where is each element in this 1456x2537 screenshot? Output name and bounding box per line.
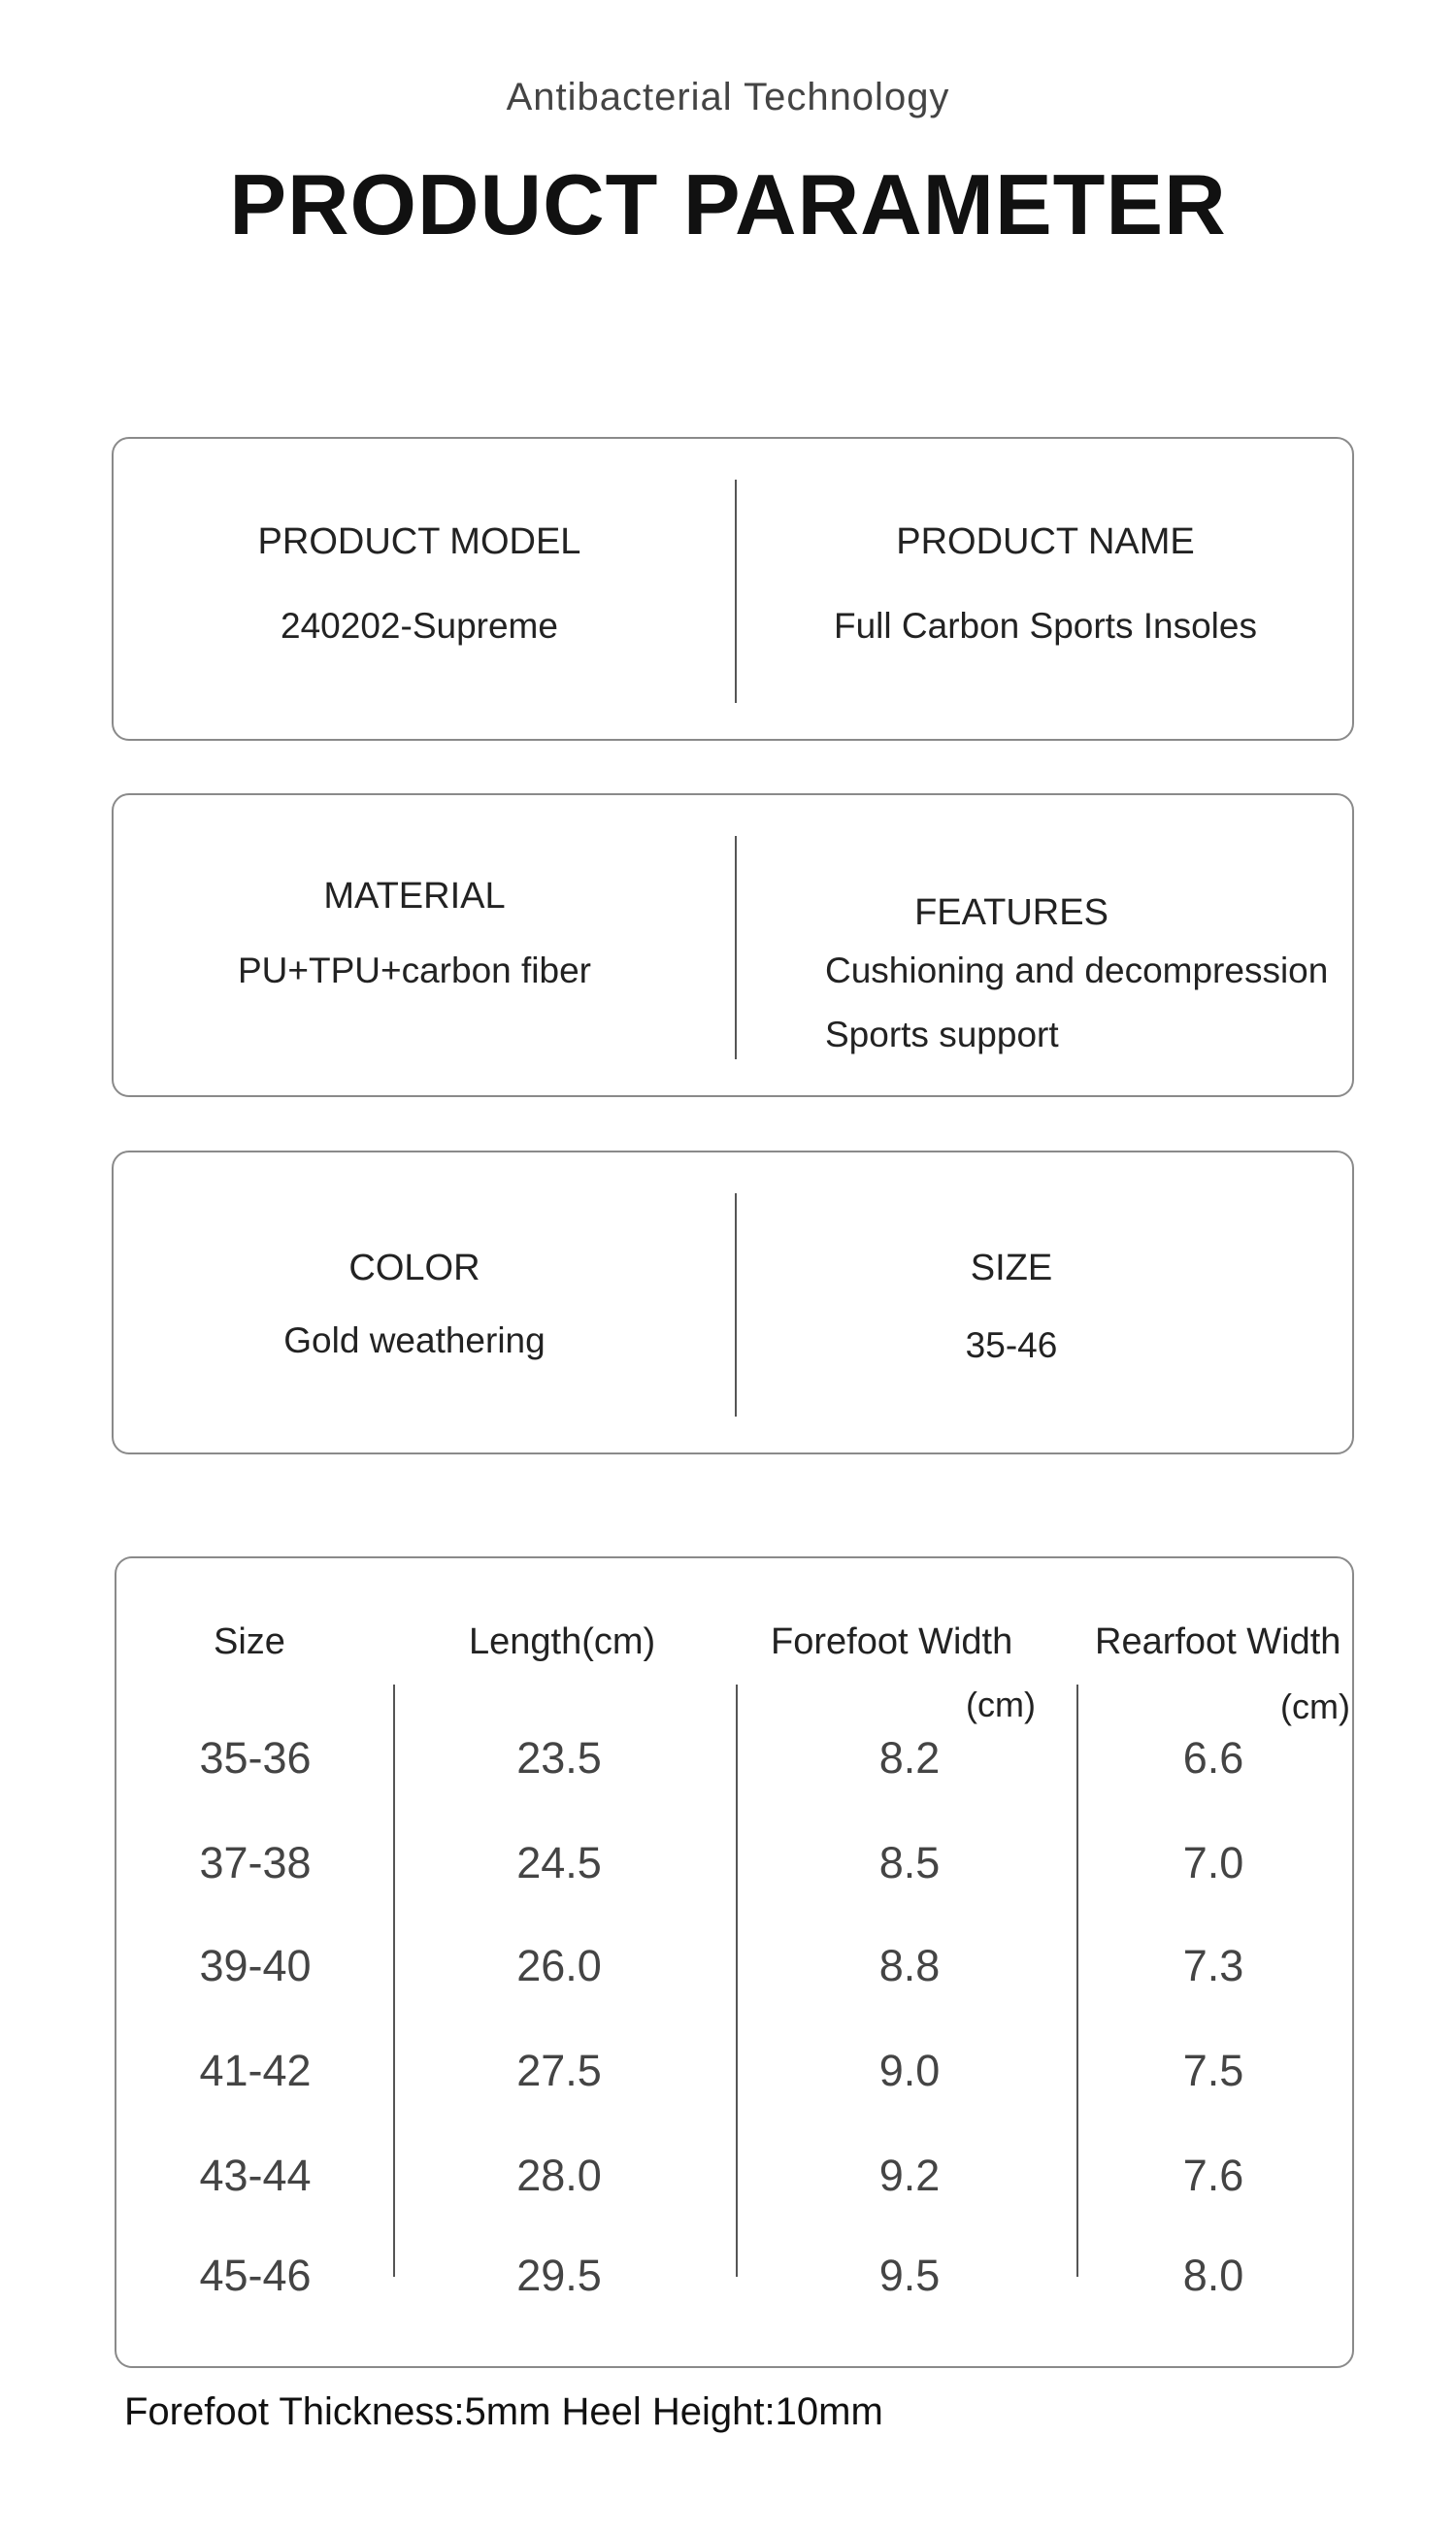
product-name-value: Full Carbon Sports Insoles	[834, 606, 1257, 646]
table-cell: 28.0	[516, 2151, 602, 2200]
size-label: SIZE	[970, 1248, 1053, 1288]
subtitle: Antibacterial Technology	[506, 76, 950, 118]
table-header-size: Size	[214, 1621, 285, 1662]
table-cell: 7.5	[1182, 2046, 1244, 2095]
card-divider	[735, 1193, 737, 1417]
table-cell: 7.3	[1182, 1941, 1244, 1990]
table-cell: 9.0	[878, 2046, 941, 2095]
table-cell: 8.0	[1182, 2251, 1244, 2300]
table-column-divider	[736, 1685, 738, 2277]
table-column-divider	[393, 1685, 395, 2277]
table-cell: 27.5	[516, 2046, 602, 2095]
table-cell: 8.5	[878, 1838, 941, 1887]
color-label: COLOR	[348, 1248, 480, 1288]
table-cell: 7.6	[1182, 2151, 1244, 2200]
table-cell: 45-46	[199, 2251, 312, 2300]
table-header-length: Length(cm)	[469, 1621, 656, 1662]
spec-card-color-size	[112, 1151, 1354, 1454]
table-header-forefoot-width: Forefoot Width	[771, 1621, 1013, 1662]
table-cell: 24.5	[516, 1838, 602, 1887]
table-cell: 43-44	[199, 2151, 312, 2200]
material-label: MATERIAL	[323, 876, 506, 917]
size-chart-table	[115, 1556, 1354, 2368]
table-cell: 35-36	[199, 1733, 312, 1783]
table-cell: 7.0	[1182, 1838, 1244, 1887]
features-value-1: Cushioning and decompression	[825, 951, 1329, 990]
page-title: PRODUCT PARAMETER	[229, 156, 1227, 252]
material-value: PU+TPU+carbon fiber	[237, 951, 591, 990]
product-model-value: 240202-Supreme	[281, 606, 558, 646]
rearfoot-unit: (cm)	[1280, 1686, 1350, 1726]
table-cell: 6.6	[1182, 1733, 1244, 1783]
card-divider	[735, 836, 737, 1059]
spec-card-material-features	[112, 793, 1354, 1097]
table-header-rearfoot-width: Rearfoot Width	[1095, 1621, 1341, 1662]
table-cell: 8.2	[878, 1733, 941, 1783]
features-label: FEATURES	[914, 892, 1109, 933]
forefoot-unit: (cm)	[966, 1685, 1036, 1724]
table-cell: 37-38	[199, 1838, 312, 1887]
table-cell: 9.5	[878, 2251, 941, 2300]
spec-card-model-name	[112, 437, 1354, 741]
table-column-divider	[1076, 1685, 1078, 2277]
table-cell: 29.5	[516, 2251, 602, 2300]
table-cell: 9.2	[878, 2151, 941, 2200]
footer-note: Forefoot Thickness:5mm Heel Height:10mm	[124, 2390, 883, 2433]
color-value: Gold weathering	[283, 1320, 546, 1360]
product-name-label: PRODUCT NAME	[896, 521, 1195, 562]
features-value-2: Sports support	[825, 1015, 1059, 1054]
product-model-label: PRODUCT MODEL	[257, 521, 581, 562]
table-cell: 23.5	[516, 1733, 602, 1783]
table-cell: 39-40	[199, 1941, 312, 1990]
table-cell: 26.0	[516, 1941, 602, 1990]
card-divider	[735, 480, 737, 703]
table-cell: 8.8	[878, 1941, 941, 1990]
table-cell: 41-42	[199, 2046, 312, 2095]
size-value: 35-46	[965, 1325, 1058, 1365]
